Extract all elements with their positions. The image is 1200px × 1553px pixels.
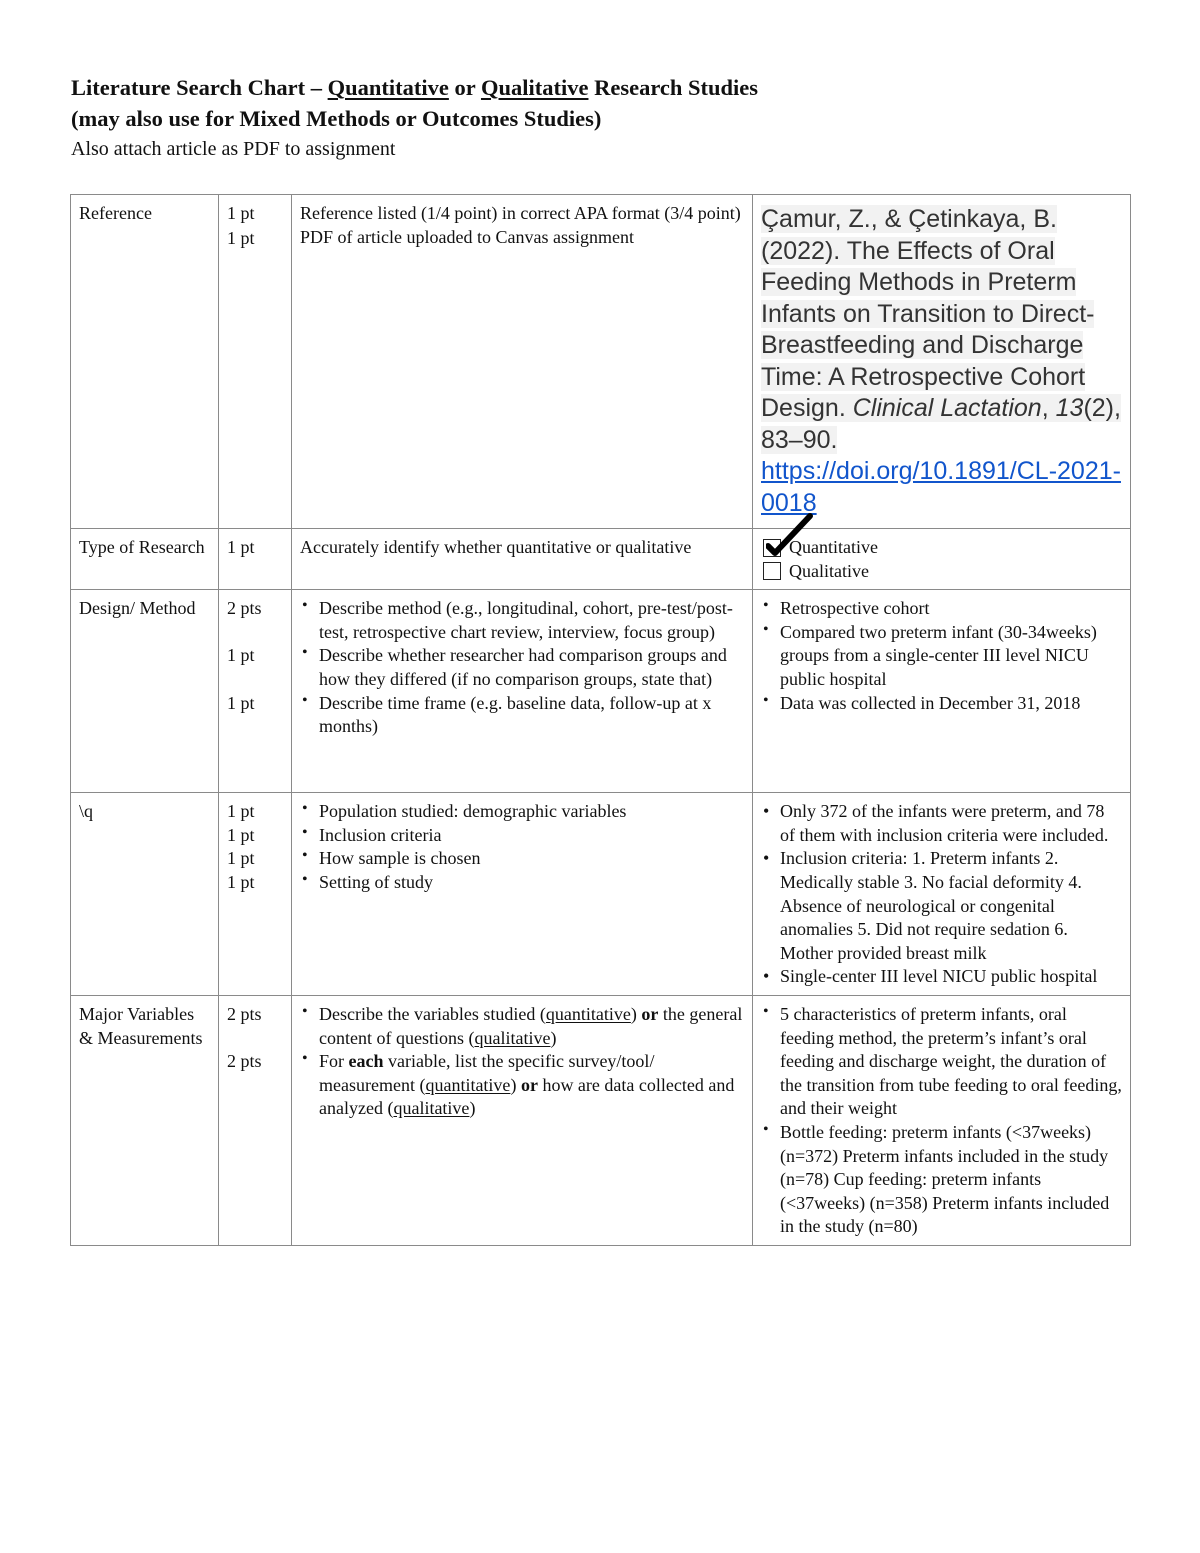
literature-search-table [70,194,1131,1246]
criteria-cell [292,590,753,793]
points-cell: 2 pts 1 pt 1 pt [219,590,292,793]
answer-cell [753,995,1131,1245]
list-item: • Describe time frame (e.g. baseline data, follow-up at x months) [319,692,744,739]
points-cell: 1 pt [219,529,292,590]
list-item: • Inclusion criteria: 1. Preterm infants 2. Medically stable 3. No facial deformity 4. Absence of neurological or congenital anomalies 5. Did not require sedation 6. Mother provided breast milk [780,847,1122,965]
list-item: • Compared two preterm infant (30-34weeks) groups from a single-center III level NICU public hospital [780,621,1122,692]
table-row-type [71,529,1131,590]
list-item: • Describe the variables studied (quantitative) or the general content of questions (qualitative) [319,1003,744,1050]
criteria-cell [292,793,753,996]
list-item: • Describe method (e.g., longitudinal, cohort, pre-test/post-test, retrospective chart review, interview, focus group) [319,597,744,644]
page-subtitle: Also attach article as PDF to assignment [71,138,396,160]
check-icon [766,508,816,558]
list-item: • Inclusion criteria [319,824,744,848]
table-row-variables [71,995,1131,1245]
list-item: • For each variable, list the specific survey/tool/ measurement (quantitative) or how are data collected and analyzed (qualitative) [319,1050,744,1121]
quantitative-option[interactable]: Quantitative [761,536,1122,560]
document-header [71,72,1131,165]
list-item: • Data was collected in December 31, 2018 [780,692,1122,716]
table-row-reference [71,195,1131,529]
row-label: Major Variables & Measurements [71,995,219,1245]
page-title-line2: (may also use for Mixed Methods or Outcomes Studies) [71,106,602,131]
row-label: Reference [71,195,219,529]
row-label: \q [71,793,219,996]
quantitative-checkbox[interactable] [763,539,781,557]
citation-cell: Çamur, Z., & Çetinkaya, B. (2022). The Effects of Oral Feeding Methods in Preterm Infants on Transition to Direct-Breastfeeding and Discharge Time: A Retrospective Cohort Design. Clinical Lactation, 13(2), 83–90. https://doi.org/10.1891/CL-2021-0018 [753,195,1131,529]
answer-cell [753,529,1131,590]
answer-cell [753,590,1131,793]
list-item: • Retrospective cohort [780,597,1122,621]
points-cell: 2 pts 2 pts [219,995,292,1245]
table-row-sample [71,793,1131,996]
citation-text: Çamur, Z., & Çetinkaya, B. (2022). The Effects of Oral Feeding Methods in Preterm Infants on Transition to Direct-Breastfeeding and Discharge Time: A Retrospective Cohort Design. [761,205,1095,422]
list-item: • 5 characteristics of preterm infants, oral feeding method, the preterm’s infant’s oral feeding and discharge weight, the duration of the transition from tube feeding to oral feeding, and their weight [780,1003,1122,1121]
answer-cell [753,793,1131,996]
list-item: • Bottle feeding: preterm infants (<37weeks) (n=372) Preterm infants included in the study (n=78) Cup feeding: preterm infants (<37weeks) (n=358) Preterm infants included in the study (n=80) [780,1121,1122,1239]
citation-journal: Clinical Lactation [852,394,1042,422]
criteria-cell: Reference listed (1/4 point) in correct APA format (3/4 point) PDF of article uploaded to Canvas assignment [292,195,753,529]
doi-link[interactable]: https://doi.org/10.1891/CL-2021-0018 [761,457,1121,517]
points-cell: 1 pt 1 pt [219,195,292,529]
list-item: • Setting of study [319,871,744,895]
points-cell: 1 pt 1 pt 1 pt 1 pt [219,793,292,996]
criteria-cell [292,995,753,1245]
table-row-design [71,590,1131,793]
list-item: • Describe whether researcher had comparison groups and how they differed (if no comparison groups, state that) [319,644,744,691]
list-item: • Population studied: demographic variables [319,800,744,824]
list-item: • How sample is chosen [319,847,744,871]
row-label: Type of Research [71,529,219,590]
criteria-cell: Accurately identify whether quantitative or qualitative [292,529,753,590]
citation-volume: 13 [1055,394,1084,422]
list-item: • Only 372 of the infants were preterm, and 78 of them with inclusion criteria were included. [780,800,1122,847]
row-label: Design/ Method [71,590,219,793]
page-title: Literature Search Chart – Quantitative or Qualitative Research Studies [71,75,759,100]
qualitative-option[interactable]: Qualitative [761,560,1122,584]
qualitative-checkbox[interactable] [763,562,781,580]
list-item: • Single-center III level NICU public hospital [780,965,1122,989]
